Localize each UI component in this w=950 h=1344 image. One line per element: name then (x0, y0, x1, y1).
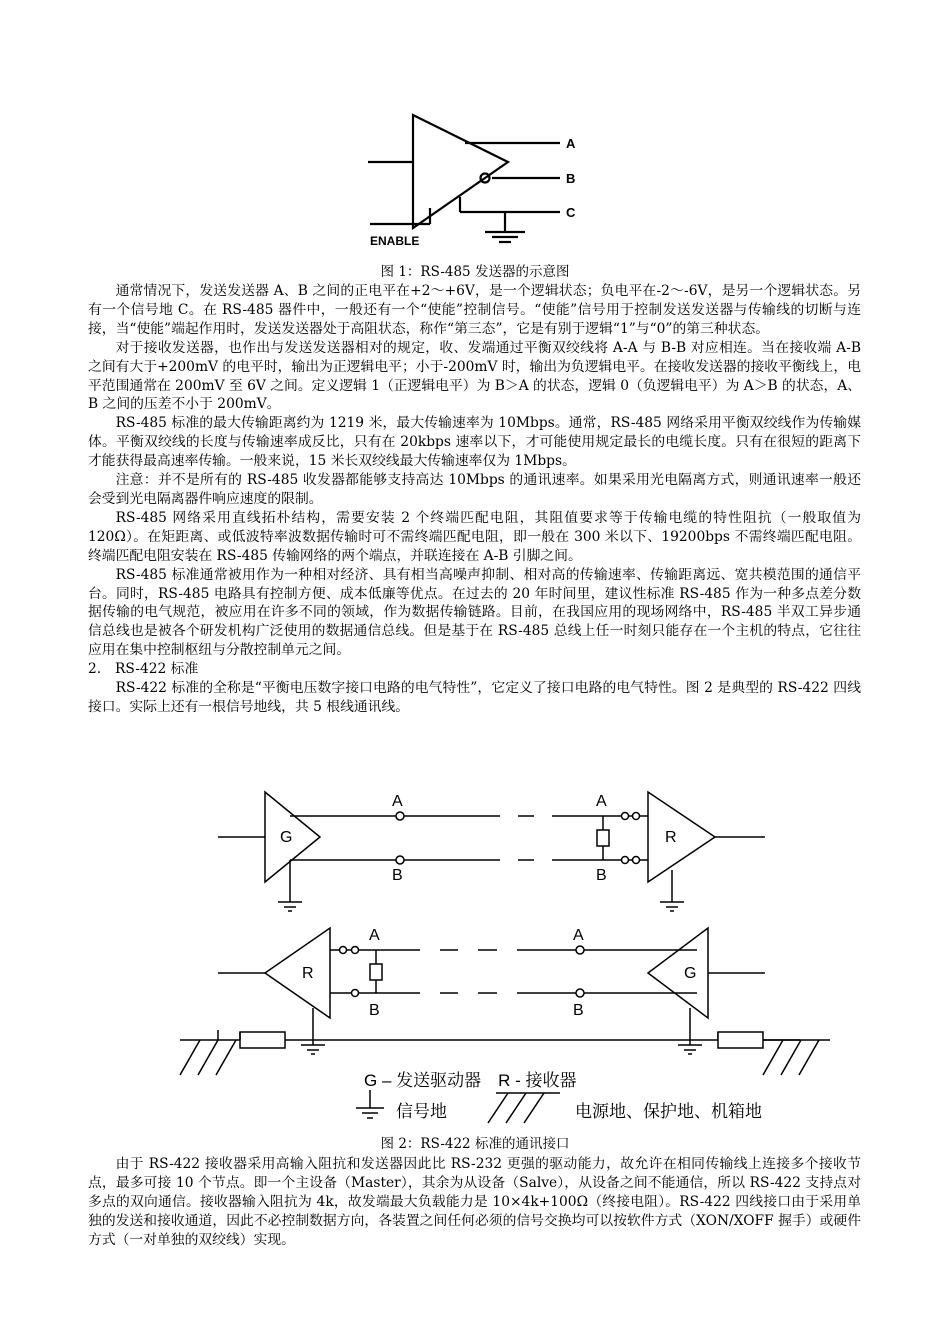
fig1-label-c: C (566, 205, 576, 220)
figure-1-rs485-transmitter (0, 100, 950, 260)
paragraph: 通常情况下，发送发送器 A、B 之间的正电平在+2～+6V，是一个逻辑状态；负电平在-2～-6V，是另一个逻辑状态。另有一个信号地 C。在 RS-485 器件中，一般还有一个“使能”控制信号。“使能”信号用于控制发送发送器与传输线的切断与连接，当“使能”端起作用时，发送发送器处于高阻状态，称作“第三态”，它是有别于逻辑“1”与“0”的第三种状态。 (88, 283, 861, 337)
fig2-label-r-top: R (665, 829, 677, 846)
text-block-1 (88, 282, 861, 717)
paragraph: 由于 RS-422 接收器采用高输入阻抗和发送器因此比 RS-232 更强的驱动能力，故允许在相同传输线上连接多个接收节点，最多可接 10 个节点。即一个主设备（Master），其余为从设备（Salve），从设备之间不能通信，所以 RS-422 支持点对多点的双向通信。接收器输入阻抗为 4k，故发端最大负载能力是 10×4k+100Ω（终接电阻）。RS-422 四线接口由于采用单独的发送和接收通道，因此不必控制数据方向，各装置之间任何必须的信号交换均可以按软件方式（XON/XOFF 握手）或硬件方式（一对单独的双绞线）实现。 (88, 1156, 861, 1248)
fig1-label-a: A (566, 136, 576, 151)
driver-g-top (265, 792, 320, 882)
figure-1-caption: 图 1：RS-485 发送器的示意图 (380, 264, 570, 280)
fig1-label-b: B (566, 171, 576, 186)
paragraph: 注意：并不是所有的 RS-485 收发器都能够支持高达 10Mbps 的通讯速率。如果采用光电隔离方式，则通讯速率一般还会受到光电隔离器件响应速度的限制。 (88, 472, 861, 507)
fig2-label-g-top: G (280, 829, 293, 846)
fig2-label-r-bottom: R (302, 965, 314, 982)
paragraph: RS-422 标准的全称是“平衡电压数字接口电路的电气特性”，它定义了接口电路的电气特性。图 2 是典型的 RS-422 四线接口。实际上还有一根信号地线，共 5 根线通讯线。 (88, 680, 861, 715)
fig2-label-a: A (369, 927, 380, 944)
fig2-legend-line: G – 发送驱动器 R - 接收器 (364, 1071, 577, 1090)
fig2-label-g-bottom: G (684, 965, 697, 982)
receiver-r-bottom (265, 928, 330, 1018)
figure-1-diagram (0, 100, 950, 260)
fig2-label-a: A (573, 927, 584, 944)
fig2-label-b: B (369, 1002, 380, 1019)
fig2-label-a: A (596, 793, 607, 810)
paragraph: RS-485 标准的最大传输距离约为 1219 米，最大传输速率为 10Mbps。通常，RS-485 网络采用平衡双绞线作为传输媒体。平衡双绞线的长度与传输速率成反比，只有在 20kbps 速率以下，才可能使用规定最长的电缆长度。只有在很短的距离下才能获得最高速率传输。一般来说，15 米长双绞线最大传输速率仅为 1Mbps。 (88, 415, 861, 470)
termination-resistor-top (597, 830, 609, 846)
fig2-legend-signal-ground: 信号地 (396, 1102, 447, 1121)
figure-2-rs422-interface (0, 780, 950, 1130)
receiver-r-top (648, 792, 715, 882)
section-heading: 2. RS-422 标准 (88, 661, 199, 678)
fig2-label-b: B (573, 1002, 584, 1019)
termination-resistor-bottom (370, 964, 382, 980)
paragraph: RS-485 标准通常被用作为一种相对经济、具有相当高噪声抑制、相对高的传输速率、传输距离远、宽共模范围的通信平台。同时，RS-485 电路具有控制方便、成本低廉等优点。在过去的 20 年时间里，建议性标准 RS-485 作为一种多点差分数据传输的电气规范，被应用在许多不同的领域，作为数据传输链路。目前，在我国应用的现场网络中，RS-485 半双工异步通信总线也是被各个研发机构广泛使用的数据通信总线。但是基于在 RS-485 总线上任一时刻只能存在一个主机的特点，它往往应用在集中控制枢纽与分散控制单元之间。 (88, 566, 861, 659)
fig2-legend-power-ground: 电源地、保护地、机箱地 (575, 1102, 762, 1121)
fig1-label-enable: ENABLE (370, 234, 420, 248)
figure-2-caption: 图 2：RS-422 标准的通讯接口 (380, 1136, 570, 1152)
figure-2-diagram (0, 780, 950, 1130)
fig2-label-b: B (392, 867, 403, 884)
fig2-label-b: B (596, 867, 607, 884)
fig2-label-a: A (392, 793, 403, 810)
paragraph: 对于接收发送器，也作出与发送发送器相对的规定，收、发端通过平衡双绞线将 A-A 与 B-B 对应相连。当在接收端 A-B 之间有大于+200mV 的电平时，输出为正逻辑电平；小于-200mV 时，输出为负逻辑电平。在接收发送器的接收平衡线上，电平范围通常在 200mV 至 6V 之间。定义逻辑 1（正逻辑电平）为 B＞A 的状态，逻辑 0（负逻辑电平）为 A＞B 的状态，A、B 之间的压差不小于 200mV。 (88, 339, 861, 413)
text-block-2 (88, 1155, 861, 1250)
paragraph: RS-485 网络采用直线拓朴结构，需要安装 2 个终端匹配电阻，其阻值要求等于传输电缆的特性阻抗（一般取值为 120Ω）。在矩距离、或低波特率波数据传输时可不需终端匹配电阻，即一般在 300 米以下、19200bps 不需终端匹配电阻。终端匹配电阻安装在 RS-485 传输网络的两个端点，并联连接在 A-B 引脚之间。 (88, 509, 861, 564)
driver-g-bottom (648, 928, 708, 1018)
